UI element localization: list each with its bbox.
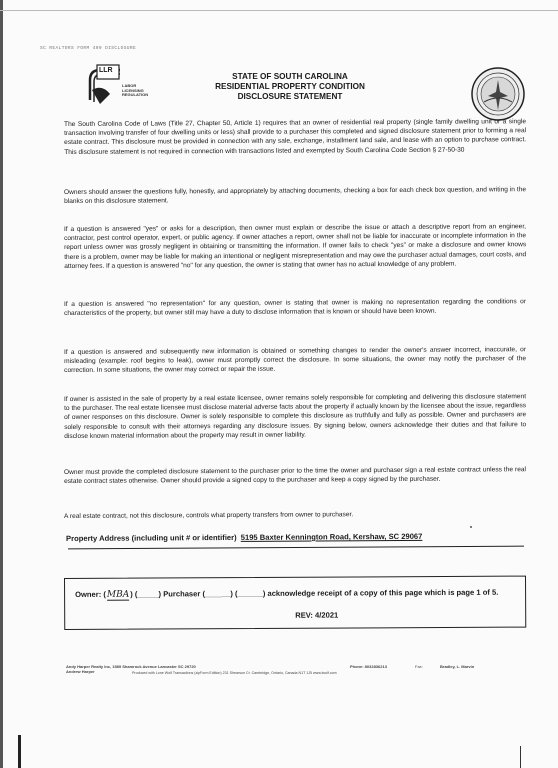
scan-artifact <box>520 746 521 768</box>
owner-initials-field[interactable]: MBA <box>106 589 130 600</box>
footer-fax: Fax: <box>415 664 423 669</box>
document-title <box>200 72 380 102</box>
agent-name: Andrew Harper <box>66 669 95 674</box>
purchaser-initials-field[interactable]: ______ <box>204 589 231 599</box>
property-address-label: Property Address (including unit # or identifier) <box>66 532 237 543</box>
footer-client: Bradley, L. Marvin <box>440 664 475 669</box>
property-address-underline <box>68 546 524 550</box>
revision-label: REV: 4/2021 <box>295 610 339 620</box>
title-line: DISCLOSURE STATEMENT <box>237 92 343 101</box>
title-line: STATE OF SOUTH CAROLINA <box>232 72 348 81</box>
footer-phone: Phone: 8032836213 <box>350 664 387 669</box>
scan-edge <box>0 0 3 768</box>
footer-produced-by: Produced with Lone Wolf Transactions (zipForm Edition) 231 Shearson Cr. Cambridge, Ontario, Canada N1T 1J5 www.lwolf.com <box>132 671 337 675</box>
no-representation-paragraph: If a question is answered "no representation" for any question, owner is stating that owner is making no representation regarding the conditions or characteristics of the property, but owner still may have a duty to disclose information that is known or should have been known. <box>64 298 527 318</box>
separator: ) ( <box>130 589 138 599</box>
acknowledgement-text: ) acknowledge receipt of a copy of this page which is page 1 of 5. <box>262 587 499 598</box>
property-address-value[interactable]: 5195 Baxter Kennington Road, Kershaw, SC 29067 <box>240 531 423 542</box>
contract-paragraph: A real estate contract, not this disclosure, controls what property transfers from owner to purchaser. <box>64 511 354 520</box>
acknowledgement-box <box>64 576 526 630</box>
state-seal-icon <box>470 66 526 122</box>
scan-speck <box>470 526 472 528</box>
purchaser-initials-field-2[interactable]: ______ <box>237 588 263 599</box>
licensee-paragraph: If owner is assisted in the sale of property by a real estate licensee, owner remains solely responsible for completing and delivering this disclosure statement to the purchaser. The real estate licensee must disclose material adverse facts about the property if actually known by the licensee about the issue, regardless of owner responses on this disclosure. Owner is solely responsible to complete this disclosure as truthfully and fully as possible. Owner and purchasers are solely responsible to consult with their attorneys regarding any disclosure issues. By signing below, owners acknowledge their duties and that failure to disclose known material information about the property may result in owner liability. <box>64 393 527 440</box>
llr-caption-line: REGULATION <box>122 92 149 97</box>
title-line: RESIDENTIAL PROPERTY CONDITION <box>215 82 365 91</box>
owner-label: Owner: ( <box>75 589 106 599</box>
owner-initials-field-2[interactable]: _____ <box>137 589 159 599</box>
llr-caption <box>122 84 148 98</box>
llr-caption-line: LABOR <box>122 83 137 88</box>
new-information-paragraph: If a question is answered and subsequently new information is obtained or something changes to render the owner's answer incorrect, inaccurate, or misleading (example: roof begins to leak), owner must promptly correct the disclosure. In some situations, the owner may notify the purchaser of the correction. In some situations, the owner may correct or repair the issue. <box>64 346 527 375</box>
yes-answer-paragraph: If a question is answered "yes" or asks for a description, then owner must explain or describe the issue or attach a descriptive report from an engineer, contractor, pest control operator, expert, or public agency. If owner attaches a report, owner shall not be liable for inaccurate or incomplete information in the report unless owner was grossly negligent in obtaining or transmitting the information. If owner fails to check "yes" or make a disclosure and owner knows there is a problem, owner may be liable for making an intentional or negligent misrepresentation and may owe the purchaser actual damages, court costs, and attorney fees. If a question is answered "no" for any question, the owner is stating that owner has no actual knowledge of any problem. <box>64 223 527 270</box>
delivery-paragraph: Owner must provide the completed disclosure statement to the purchaser prior to the time the owner and purchaser sign a real estate contract unless the real estate contract states otherwise. Owner should provide a signed copy to the purchaser and keep a copy signed by the purchaser. <box>64 466 527 486</box>
brokerage-text: Andy Harper Realty Inc, 1589 Shamrock Avenue Lancaster SC 29720 <box>66 664 196 669</box>
acknowledgement-line <box>75 588 525 600</box>
instructions-paragraph: Owners should answer the questions fully, honestly, and appropriately by attaching documents, checking a box for each check box question, and writing in the blanks on this disclosure statement. <box>64 186 527 206</box>
llr-caption-line: LICENSING <box>122 87 144 93</box>
scan-top-line <box>0 10 558 11</box>
purchaser-label: ) Purchaser ( <box>158 589 205 599</box>
separator: ) ( <box>230 589 238 599</box>
property-address-line <box>66 531 526 543</box>
llr-letters: LLR <box>99 67 113 74</box>
fax-stamp: SC REALTORS FORM 400 DISCLOSURE <box>40 46 137 51</box>
scan-artifact <box>18 735 21 768</box>
intro-paragraph: The South Carolina Code of Laws (Title 27, Chapter 50, Article 1) requires that an owner of residential real property (single family dwelling unit or a single transaction involving transfer of four dwelling units or less) shall provide to a purchaser this completed and signed disclosure statement prior to forming a real estate contract. This disclosure must be provided in connection with any sale, exchange, installment land sale, and lease with an option to purchase contract. This disclosure statement is not required in connection with transactions listed and exempted by South Carolina Code Section § 27-50-30 <box>64 118 527 156</box>
